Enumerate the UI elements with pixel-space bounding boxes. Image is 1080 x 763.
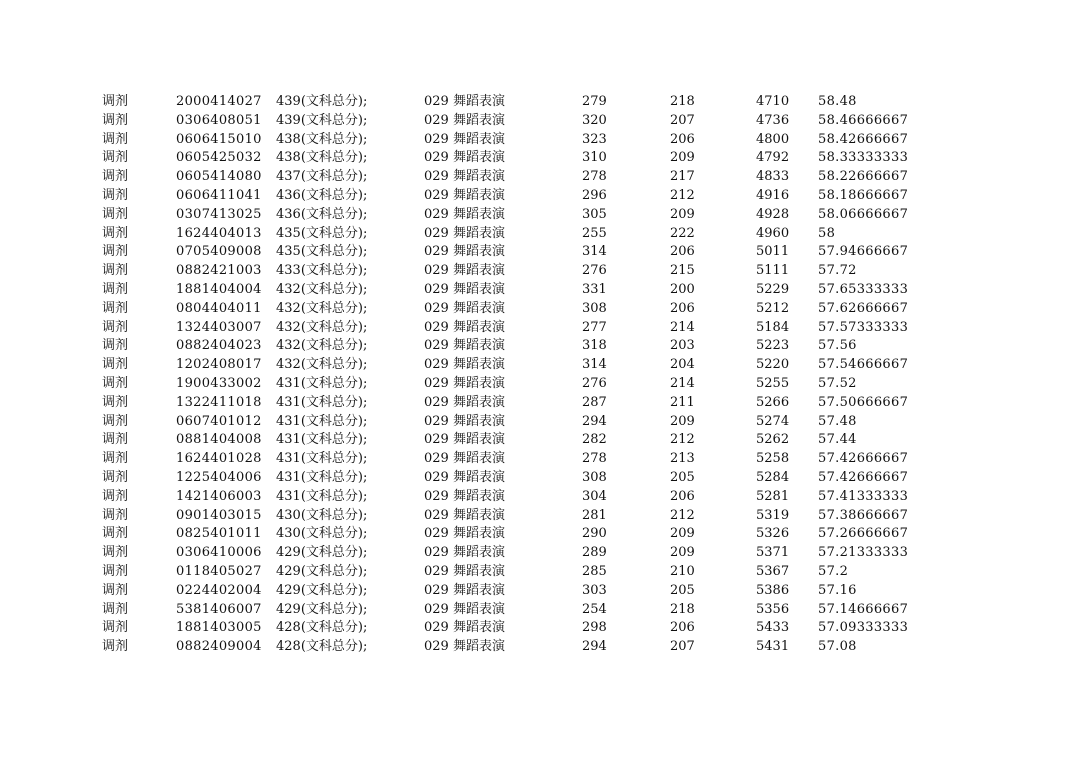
professional-score-cell: 255: [582, 225, 607, 241]
secondary-score-cell: 222: [670, 225, 695, 241]
candidate-id-cell: 1624404013: [176, 225, 262, 241]
total-score-cell: 436(文科总分);: [276, 206, 368, 222]
adjustment-type-cell: 调剂: [102, 187, 129, 203]
adjustment-type-cell: 调剂: [102, 338, 129, 354]
rank-cell: 5255: [756, 375, 790, 391]
candidate-id-cell: 0605425032: [176, 150, 262, 166]
candidate-id-cell: 1225404006: [176, 469, 262, 485]
professional-score-cell: 296: [582, 187, 607, 203]
secondary-score-cell: 214: [670, 319, 695, 335]
secondary-score-cell: 206: [670, 300, 695, 316]
secondary-score-cell: 218: [670, 601, 695, 617]
rank-cell: 5220: [756, 357, 790, 373]
adjustment-type-cell: 调剂: [102, 300, 129, 316]
composite-score-cell: 57.62666667: [818, 300, 909, 316]
adjustment-type-cell: 调剂: [102, 375, 129, 391]
candidate-id-cell: 0607401012: [176, 413, 262, 429]
rank-cell: 4928: [756, 206, 790, 222]
secondary-score-cell: 200: [670, 281, 695, 297]
table-row: [0, 225, 1080, 244]
composite-score-cell: 58.48: [818, 94, 857, 109]
major-cell: 029 舞蹈表演: [424, 545, 505, 561]
rank-cell: 5258: [756, 451, 790, 467]
table-row: [0, 131, 1080, 150]
rank-cell: 5111: [756, 263, 790, 279]
adjustment-type-cell: 调剂: [102, 451, 129, 467]
candidate-id-cell: 5381406007: [176, 601, 262, 617]
table-row: [0, 300, 1080, 319]
total-score-cell: 435(文科总分);: [276, 244, 368, 260]
major-cell: 029 舞蹈表演: [424, 300, 505, 316]
major-cell: 029 舞蹈表演: [424, 338, 505, 354]
rank-cell: 4736: [756, 112, 790, 128]
adjustment-type-cell: 调剂: [102, 432, 129, 448]
composite-score-cell: 57.72: [818, 263, 857, 279]
adjustment-type-cell: 调剂: [102, 319, 129, 335]
rank-cell: 5229: [756, 281, 790, 297]
total-score-cell: 432(文科总分);: [276, 281, 368, 297]
adjustment-type-cell: 调剂: [102, 526, 129, 542]
candidate-id-cell: 1322411018: [176, 394, 262, 410]
professional-score-cell: 278: [582, 169, 607, 185]
rank-cell: 5212: [756, 300, 790, 316]
professional-score-cell: 294: [582, 639, 607, 655]
rank-cell: 5367: [756, 563, 790, 579]
composite-score-cell: 58.18666667: [818, 187, 909, 203]
major-cell: 029 舞蹈表演: [424, 244, 505, 260]
table-row: [0, 149, 1080, 168]
candidate-id-cell: 0306408051: [176, 112, 262, 128]
professional-score-cell: 314: [582, 357, 607, 373]
professional-score-cell: 305: [582, 206, 607, 222]
table-row: [0, 337, 1080, 356]
composite-score-cell: 57.41333333: [818, 488, 909, 504]
major-cell: 029 舞蹈表演: [424, 206, 505, 222]
total-score-cell: 429(文科总分);: [276, 563, 368, 579]
adjustment-type-cell: 调剂: [102, 639, 129, 655]
total-score-cell: 430(文科总分);: [276, 507, 368, 523]
adjustment-type-cell: 调剂: [102, 620, 129, 636]
composite-score-cell: 57.21333333: [818, 545, 909, 561]
total-score-cell: 428(文科总分);: [276, 620, 368, 636]
adjustment-type-cell: 调剂: [102, 94, 129, 109]
total-score-cell: 432(文科总分);: [276, 357, 368, 373]
secondary-score-cell: 205: [670, 582, 695, 598]
major-cell: 029 舞蹈表演: [424, 601, 505, 617]
table-row: [0, 525, 1080, 544]
professional-score-cell: 282: [582, 432, 607, 448]
candidate-id-cell: 0118405027: [176, 563, 262, 579]
total-score-cell: 431(文科总分);: [276, 451, 368, 467]
professional-score-cell: 320: [582, 112, 607, 128]
professional-score-cell: 304: [582, 488, 607, 504]
major-cell: 029 舞蹈表演: [424, 469, 505, 485]
major-cell: 029 舞蹈表演: [424, 281, 505, 297]
secondary-score-cell: 206: [670, 131, 695, 147]
table-row: [0, 563, 1080, 582]
rank-cell: 5326: [756, 526, 790, 542]
table-row: [0, 206, 1080, 225]
adjustment-type-cell: 调剂: [102, 169, 129, 185]
adjustment-type-cell: 调剂: [102, 225, 129, 241]
professional-score-cell: 254: [582, 601, 607, 617]
major-cell: 029 舞蹈表演: [424, 507, 505, 523]
secondary-score-cell: 207: [670, 112, 695, 128]
adjustment-type-cell: 调剂: [102, 507, 129, 523]
candidate-id-cell: 1881404004: [176, 281, 262, 297]
rank-cell: 5011: [756, 244, 790, 260]
secondary-score-cell: 212: [670, 432, 695, 448]
professional-score-cell: 277: [582, 319, 607, 335]
composite-score-cell: 57.09333333: [818, 620, 909, 636]
major-cell: 029 舞蹈表演: [424, 357, 505, 373]
total-score-cell: 437(文科总分);: [276, 169, 368, 185]
rank-cell: 5431: [756, 639, 790, 655]
total-score-cell: 436(文科总分);: [276, 187, 368, 203]
total-score-cell: 429(文科总分);: [276, 582, 368, 598]
secondary-score-cell: 203: [670, 338, 695, 354]
candidate-id-cell: 1881403005: [176, 620, 262, 636]
professional-score-cell: 276: [582, 375, 607, 391]
secondary-score-cell: 218: [670, 94, 695, 109]
composite-score-cell: 58.22666667: [818, 169, 909, 185]
composite-score-cell: 57.57333333: [818, 319, 909, 335]
composite-score-cell: 57.16: [818, 582, 857, 598]
secondary-score-cell: 204: [670, 357, 695, 373]
total-score-cell: 432(文科总分);: [276, 338, 368, 354]
score-table: [0, 93, 1080, 657]
adjustment-type-cell: 调剂: [102, 563, 129, 579]
professional-score-cell: 279: [582, 94, 607, 109]
composite-score-cell: 57.2: [818, 563, 849, 579]
rank-cell: 4916: [756, 187, 790, 203]
major-cell: 029 舞蹈表演: [424, 131, 505, 147]
composite-score-cell: 58.42666667: [818, 131, 909, 147]
adjustment-type-cell: 调剂: [102, 150, 129, 166]
total-score-cell: 438(文科总分);: [276, 150, 368, 166]
composite-score-cell: 57.52: [818, 375, 857, 391]
table-row: [0, 450, 1080, 469]
table-row: [0, 319, 1080, 338]
secondary-score-cell: 206: [670, 620, 695, 636]
total-score-cell: 439(文科总分);: [276, 112, 368, 128]
professional-score-cell: 287: [582, 394, 607, 410]
major-cell: 029 舞蹈表演: [424, 563, 505, 579]
total-score-cell: 431(文科总分);: [276, 469, 368, 485]
rank-cell: 5386: [756, 582, 790, 598]
major-cell: 029 舞蹈表演: [424, 375, 505, 391]
total-score-cell: 431(文科总分);: [276, 375, 368, 391]
secondary-score-cell: 213: [670, 451, 695, 467]
adjustment-type-cell: 调剂: [102, 413, 129, 429]
composite-score-cell: 58.46666667: [818, 112, 909, 128]
composite-score-cell: 57.38666667: [818, 507, 909, 523]
candidate-id-cell: 1421406003: [176, 488, 262, 504]
table-row: [0, 469, 1080, 488]
major-cell: 029 舞蹈表演: [424, 225, 505, 241]
secondary-score-cell: 207: [670, 639, 695, 655]
composite-score-cell: 57.42666667: [818, 469, 909, 485]
table-row: [0, 582, 1080, 601]
composite-score-cell: 57.56: [818, 338, 857, 354]
professional-score-cell: 276: [582, 263, 607, 279]
total-score-cell: 429(文科总分);: [276, 545, 368, 561]
major-cell: 029 舞蹈表演: [424, 394, 505, 410]
professional-score-cell: 289: [582, 545, 607, 561]
secondary-score-cell: 206: [670, 244, 695, 260]
composite-score-cell: 57.94666667: [818, 244, 909, 260]
candidate-id-cell: 1624401028: [176, 451, 262, 467]
adjustment-type-cell: 调剂: [102, 206, 129, 222]
candidate-id-cell: 1202408017: [176, 357, 262, 373]
rank-cell: 5281: [756, 488, 790, 504]
adjustment-type-cell: 调剂: [102, 582, 129, 598]
table-row: [0, 356, 1080, 375]
secondary-score-cell: 215: [670, 263, 695, 279]
secondary-score-cell: 209: [670, 413, 695, 429]
major-cell: 029 舞蹈表演: [424, 620, 505, 636]
adjustment-type-cell: 调剂: [102, 488, 129, 504]
candidate-id-cell: 2000414027: [176, 94, 262, 109]
table-row: [0, 394, 1080, 413]
total-score-cell: 433(文科总分);: [276, 263, 368, 279]
composite-score-cell: 57.65333333: [818, 281, 909, 297]
candidate-id-cell: 0606411041: [176, 187, 262, 203]
candidate-id-cell: 0901403015: [176, 507, 262, 523]
composite-score-cell: 57.14666667: [818, 601, 909, 617]
composite-score-cell: 57.54666667: [818, 357, 909, 373]
major-cell: 029 舞蹈表演: [424, 451, 505, 467]
secondary-score-cell: 211: [670, 394, 695, 410]
adjustment-type-cell: 调剂: [102, 263, 129, 279]
candidate-id-cell: 0881404008: [176, 432, 262, 448]
professional-score-cell: 298: [582, 620, 607, 636]
major-cell: 029 舞蹈表演: [424, 582, 505, 598]
total-score-cell: 435(文科总分);: [276, 225, 368, 241]
composite-score-cell: 57.50666667: [818, 394, 909, 410]
composite-score-cell: 58.33333333: [818, 150, 909, 166]
professional-score-cell: 310: [582, 150, 607, 166]
table-row: [0, 262, 1080, 281]
professional-score-cell: 281: [582, 507, 607, 523]
major-cell: 029 舞蹈表演: [424, 488, 505, 504]
total-score-cell: 428(文科总分);: [276, 639, 368, 655]
secondary-score-cell: 212: [670, 187, 695, 203]
composite-score-cell: 57.48: [818, 413, 857, 429]
table-row: [0, 544, 1080, 563]
adjustment-type-cell: 调剂: [102, 469, 129, 485]
total-score-cell: 431(文科总分);: [276, 432, 368, 448]
professional-score-cell: 314: [582, 244, 607, 260]
major-cell: 029 舞蹈表演: [424, 112, 505, 128]
total-score-cell: 438(文科总分);: [276, 131, 368, 147]
total-score-cell: 432(文科总分);: [276, 300, 368, 316]
professional-score-cell: 318: [582, 338, 607, 354]
secondary-score-cell: 209: [670, 526, 695, 542]
adjustment-type-cell: 调剂: [102, 545, 129, 561]
total-score-cell: 429(文科总分);: [276, 601, 368, 617]
rank-cell: 5371: [756, 545, 790, 561]
total-score-cell: 439(文科总分);: [276, 94, 368, 109]
candidate-id-cell: 0705409008: [176, 244, 262, 260]
secondary-score-cell: 209: [670, 206, 695, 222]
table-row: [0, 375, 1080, 394]
candidate-id-cell: 0606415010: [176, 131, 262, 147]
professional-score-cell: 331: [582, 281, 607, 297]
rank-cell: 4800: [756, 131, 790, 147]
professional-score-cell: 285: [582, 563, 607, 579]
major-cell: 029 舞蹈表演: [424, 639, 505, 655]
composite-score-cell: 57.42666667: [818, 451, 909, 467]
composite-score-cell: 58: [818, 225, 836, 241]
rank-cell: 5356: [756, 601, 790, 617]
secondary-score-cell: 205: [670, 469, 695, 485]
major-cell: 029 舞蹈表演: [424, 263, 505, 279]
adjustment-type-cell: 调剂: [102, 281, 129, 297]
secondary-score-cell: 214: [670, 375, 695, 391]
candidate-id-cell: 0882404023: [176, 338, 262, 354]
rank-cell: 5433: [756, 620, 790, 636]
secondary-score-cell: 209: [670, 545, 695, 561]
composite-score-cell: 57.08: [818, 639, 857, 655]
composite-score-cell: 58.06666667: [818, 206, 909, 222]
adjustment-type-cell: 调剂: [102, 357, 129, 373]
table-row: [0, 507, 1080, 526]
professional-score-cell: 308: [582, 469, 607, 485]
composite-score-cell: 57.44: [818, 432, 857, 448]
rank-cell: 4710: [756, 94, 790, 109]
adjustment-type-cell: 调剂: [102, 394, 129, 410]
rank-cell: 5319: [756, 507, 790, 523]
rank-cell: 5266: [756, 394, 790, 410]
table-row: [0, 431, 1080, 450]
major-cell: 029 舞蹈表演: [424, 526, 505, 542]
table-row: [0, 112, 1080, 131]
major-cell: 029 舞蹈表演: [424, 169, 505, 185]
table-row: [0, 638, 1080, 657]
rank-cell: 5184: [756, 319, 790, 335]
candidate-id-cell: 0825401011: [176, 526, 262, 542]
table-row: [0, 413, 1080, 432]
table-row: [0, 187, 1080, 206]
candidate-id-cell: 1900433002: [176, 375, 262, 391]
secondary-score-cell: 206: [670, 488, 695, 504]
major-cell: 029 舞蹈表演: [424, 413, 505, 429]
secondary-score-cell: 217: [670, 169, 695, 185]
professional-score-cell: 278: [582, 451, 607, 467]
major-cell: 029 舞蹈表演: [424, 319, 505, 335]
rank-cell: 4792: [756, 150, 790, 166]
rank-cell: 5284: [756, 469, 790, 485]
candidate-id-cell: 0306410006: [176, 545, 262, 561]
table-row: [0, 619, 1080, 638]
professional-score-cell: 303: [582, 582, 607, 598]
total-score-cell: 430(文科总分);: [276, 526, 368, 542]
major-cell: 029 舞蹈表演: [424, 432, 505, 448]
adjustment-type-cell: 调剂: [102, 601, 129, 617]
total-score-cell: 431(文科总分);: [276, 394, 368, 410]
candidate-id-cell: 0224402004: [176, 582, 262, 598]
candidate-id-cell: 1324403007: [176, 319, 262, 335]
adjustment-type-cell: 调剂: [102, 131, 129, 147]
composite-score-cell: 57.26666667: [818, 526, 909, 542]
table-row: [0, 281, 1080, 300]
candidate-id-cell: 0804404011: [176, 300, 262, 316]
table-row: [0, 601, 1080, 620]
rank-cell: 4960: [756, 225, 790, 241]
adjustment-type-cell: 调剂: [102, 112, 129, 128]
rank-cell: 5274: [756, 413, 790, 429]
candidate-id-cell: 0882409004: [176, 639, 262, 655]
rank-cell: 5262: [756, 432, 790, 448]
rank-cell: 5223: [756, 338, 790, 354]
major-cell: 029 舞蹈表演: [424, 187, 505, 203]
major-cell: 029 舞蹈表演: [424, 150, 505, 166]
rank-cell: 4833: [756, 169, 790, 185]
secondary-score-cell: 209: [670, 150, 695, 166]
total-score-cell: 432(文科总分);: [276, 319, 368, 335]
candidate-id-cell: 0307413025: [176, 206, 262, 222]
table-row: [0, 488, 1080, 507]
professional-score-cell: 308: [582, 300, 607, 316]
secondary-score-cell: 212: [670, 507, 695, 523]
table-row: [0, 168, 1080, 187]
secondary-score-cell: 210: [670, 563, 695, 579]
total-score-cell: 431(文科总分);: [276, 488, 368, 504]
table-row: [0, 93, 1080, 112]
professional-score-cell: 290: [582, 526, 607, 542]
professional-score-cell: 294: [582, 413, 607, 429]
candidate-id-cell: 0605414080: [176, 169, 262, 185]
total-score-cell: 431(文科总分);: [276, 413, 368, 429]
candidate-id-cell: 0882421003: [176, 263, 262, 279]
major-cell: 029 舞蹈表演: [424, 94, 505, 109]
adjustment-type-cell: 调剂: [102, 244, 129, 260]
professional-score-cell: 323: [582, 131, 607, 147]
table-row: [0, 243, 1080, 262]
